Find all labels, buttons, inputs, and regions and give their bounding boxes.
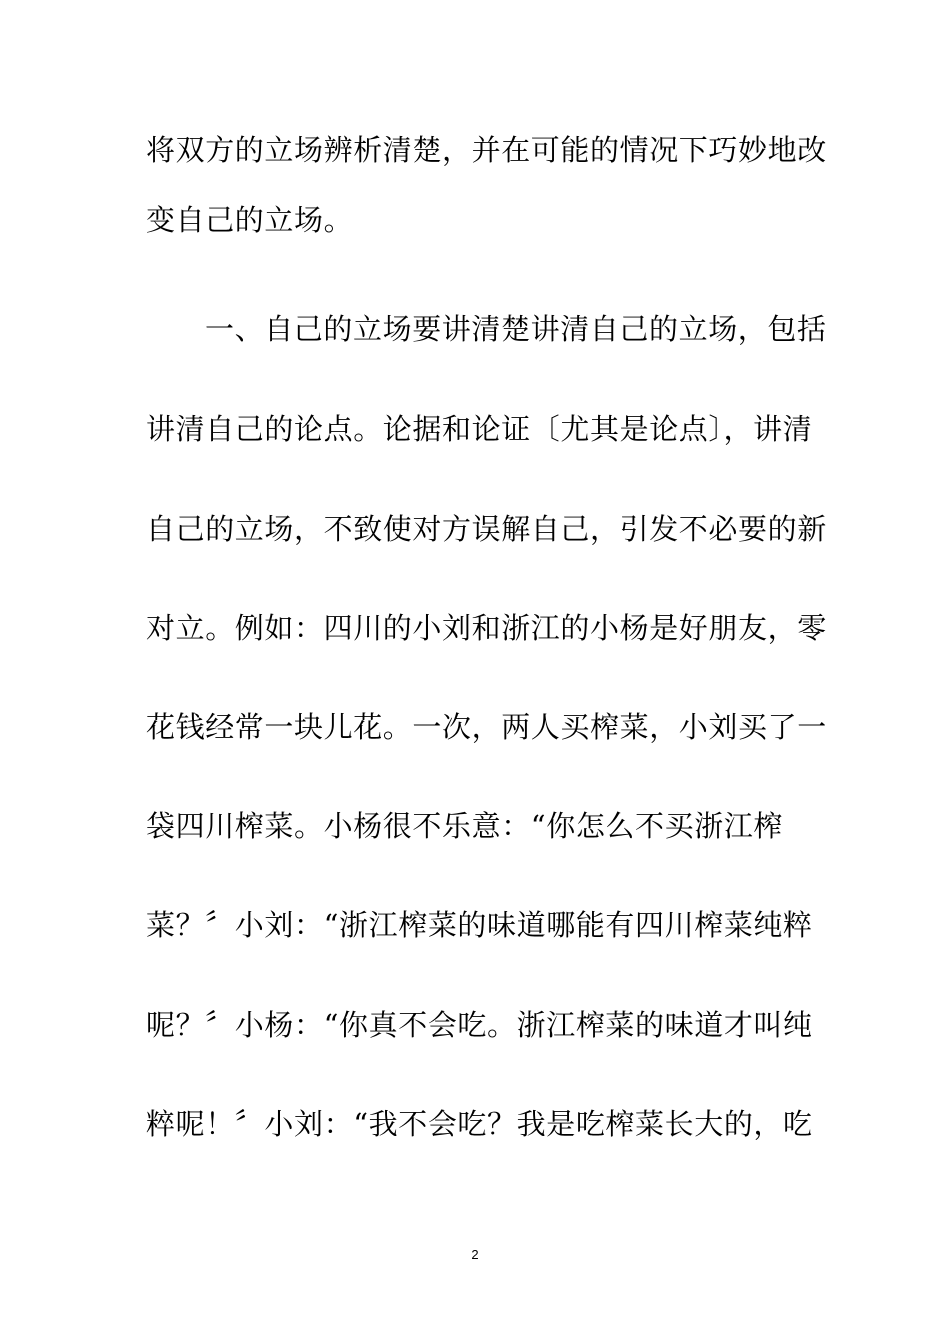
text-line: 一、自己的立场要讲清楚讲清自己的立场，包括 [205,312,827,346]
text-line: 花钱经常一块儿花。一次，两人买榨菜，小刘买了一 [146,710,827,744]
page-number: 2 [471,1247,479,1262]
text-line: 呢？〞小杨：“你真不会吃。浙江榨菜的味道才叫纯 [146,1008,813,1042]
text-line: 粹呢！〞小刘：“我不会吃？我是吃榨菜长大的，吃 [146,1107,813,1141]
text-line: 讲清自己的论点。论据和论证〔尤其是论点〕，讲清 [146,412,813,446]
text-line: 变自己的立场。 [146,203,354,237]
text-line: 菜？〞小刘：“浙江榨菜的味道哪能有四川榨菜纯粹 [146,908,813,942]
text-line: 将双方的立场辨析清楚，并在可能的情况下巧妙地改 [146,133,827,167]
text-line: 袋四川榨菜。小杨很不乐意：“你怎么不买浙江榨 [146,809,784,843]
text-line: 对立。例如：四川的小刘和浙江的小杨是好朋友，零 [146,611,827,645]
text-line: 自己的立场，不致使对方误解自己，引发不必要的新 [146,512,827,546]
